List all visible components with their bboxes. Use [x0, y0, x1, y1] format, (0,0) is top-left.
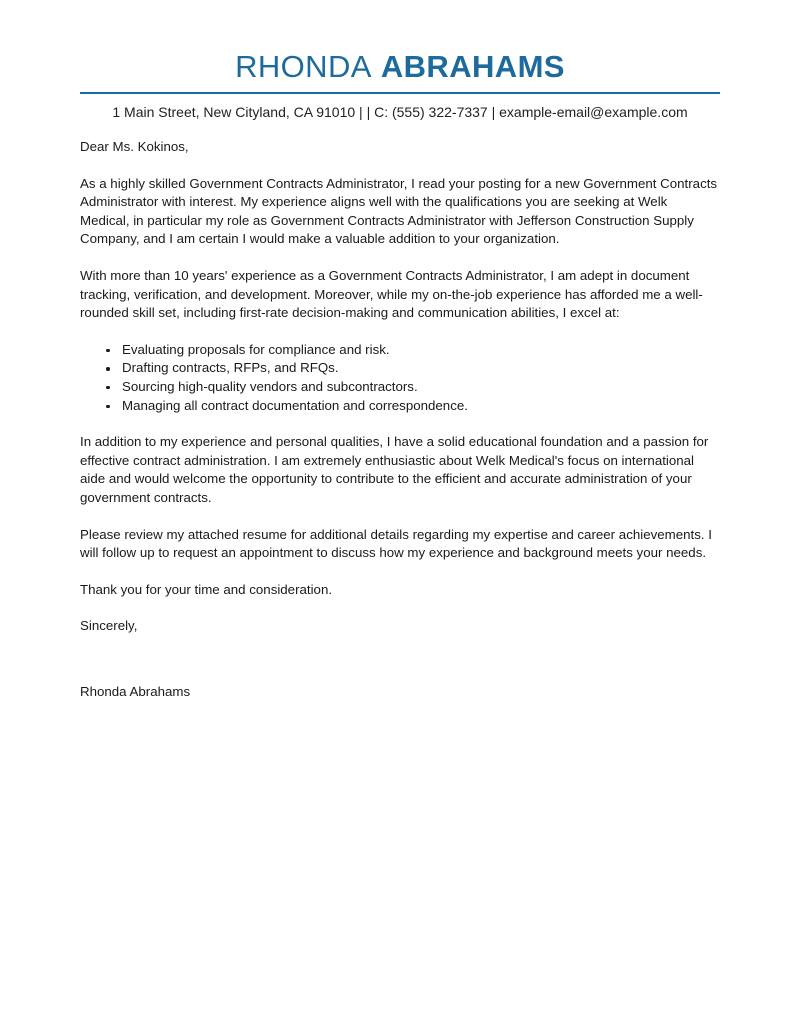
list-item: Drafting contracts, RFPs, and RFQs. — [106, 359, 720, 378]
skills-list — [80, 341, 720, 415]
paragraph-2: With more than 10 years' experience as a Government Contracts Administrator, I am adept in document tracking, verification, and development. Moreover, while my on-the-job experience has afforded me a well-rounded skill set, including first-rate decision-making and communication abilities, I excel at: — [80, 267, 703, 321]
list-item: Managing all contract documentation and correspondence. — [106, 397, 720, 416]
list-item: Evaluating proposals for compliance and risk. — [106, 341, 720, 360]
applicant-name — [80, 48, 720, 86]
list-item: Sourcing high-quality vendors and subcontractors. — [106, 378, 720, 397]
salutation: Dear Ms. Kokinos, — [80, 139, 189, 154]
letterhead — [80, 0, 720, 122]
thanks-line: Thank you for your time and consideration. — [80, 581, 333, 597]
applicant-last-name: ABRAHAMS — [380, 49, 565, 84]
paragraph-4: Please review my attached resume for additional details regarding my expertise and career achievements. I will follow up to request an appointment to discuss how my experience and background meets your needs. — [80, 526, 712, 561]
paragraph-3: In addition to my experience and personal qualities, I have a solid educational foundation and a passion for effective contract administration. I am extremely enthusiastic about Welk Medical's focus on international aide and would welcome the opportunity to contribute to the efficient and accurate administration of your government contracts. — [80, 434, 709, 505]
signoff-line: Sincerely, — [80, 618, 138, 634]
signature-name: Rhonda Abrahams — [80, 683, 191, 699]
applicant-first-name: RHONDA — [235, 49, 372, 84]
letter-body — [80, 122, 720, 701]
contact-info: 1 Main Street, New Cityland, CA 91010 | | C: (555) 322-7337 | example-email@example.com — [112, 104, 688, 120]
paragraph-1: As a highly skilled Government Contracts Administrator, I read your posting for a new Government Contracts Administrator with interest. My experience aligns well with the qualifications you are seeking at Welk Medical, in particular my role as Government Contracts Administrator with Jefferson Construction Supply Company, and I am certain I would make a valuable addition to your organization. — [80, 175, 718, 247]
